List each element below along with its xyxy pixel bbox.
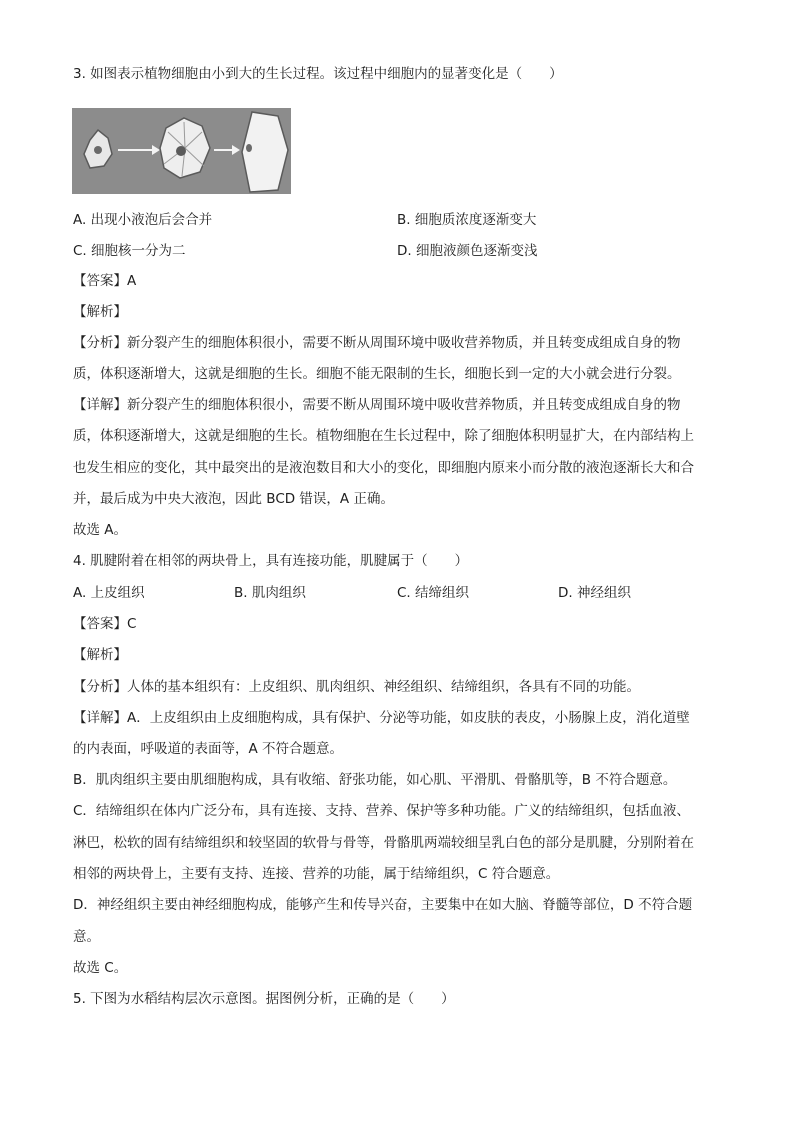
q3-option-a: A. 出现小液泡后会合并 [73,212,213,228]
q4-stem: 4. 肌腱附着在相邻的两块骨上，具有连接功能，肌腱属于（ ） [73,553,469,569]
q3-option-c: C. 细胞核一分为二 [73,243,186,259]
q4-analysis-line: 【详解】A．上皮组织由上皮细胞构成，具有保护、分泌等功能，如皮肤的表皮，小肠腺上皮，消化道壁 [73,710,690,726]
q3-analysis-line: 质，体积逐渐增大，这就是细胞的生长。细胞不能无限制的生长，细胞长到一定的大小就会进行分裂。 [73,366,681,382]
q4-conclusion: 故选 C。 [73,960,128,976]
q3-analysis-label: 【解析】 [73,304,127,320]
q4-analysis-line: D．神经组织主要由神经细胞构成，能够产生和传导兴奋，主要集中在如大脑、脊髓等部位，D 不符合题 [73,897,693,913]
q3-option-d: D. 细胞液颜色逐渐变浅 [397,243,538,259]
q4-analysis-line: 淋巴，松软的固有结缔组织和较坚固的软骨与骨等，骨骼肌两端较细呈乳白色的部分是肌腱，分别附着在 [73,835,694,851]
q3-analysis-line: 质，体积逐渐增大，这就是细胞的生长。植物细胞在生长过程中，除了细胞体积明显扩大，在内部结构上 [73,428,694,444]
q3-analysis-line: 并，最后成为中央大液泡，因此 BCD 错误，A 正确。 [73,491,394,507]
q3-option-b: B. 细胞质浓度逐渐变大 [397,212,537,228]
q4-analysis-line: B．肌肉组织主要由肌细胞构成，具有收缩、舒张功能，如心肌、平滑肌、骨骼肌等，B 不符合题意。 [73,772,677,788]
q3-answer: 【答案】A [73,273,137,289]
q4-analysis-label: 【解析】 [73,647,127,663]
q5-stem: 5. 下图为水稻结构层次示意图。据图例分析，正确的是（ ） [73,991,455,1007]
q4-answer: 【答案】C [73,616,137,632]
q4-option-d: D. 神经组织 [558,585,631,601]
cell-growth-figure [72,108,291,194]
q4-option-b: B. 肌肉组织 [234,585,306,601]
q3-analysis-line: 也发生相应的变化，其中最突出的是液泡数目和大小的变化，即细胞内原来小而分散的液泡逐渐长大和合 [73,460,694,476]
q3-analysis-line: 【分析】新分裂产生的细胞体积很小，需要不断从周围环境中吸收营养物质，并且转变成组成自身的物 [73,335,681,351]
q3-stem: 3. 如图表示植物细胞由小到大的生长过程。该过程中细胞内的显著变化是（ ） [73,66,563,82]
q4-analysis-line: 意。 [73,929,100,945]
q4-analysis-line: C．结缔组织在体内广泛分布，具有连接、支持、营养、保护等多种功能。广义的结缔组织，包括血液、 [73,803,690,819]
q4-option-a: A. 上皮组织 [73,585,145,601]
q4-analysis-line: 【分析】人体的基本组织有：上皮组织、肌肉组织、神经组织、结缔组织，各具有不同的功能。 [73,679,640,695]
q4-option-c: C. 结缔组织 [397,585,470,601]
q4-analysis-line: 的内表面，呼吸道的表面等，A 不符合题意。 [73,741,344,757]
q4-analysis-line: 相邻的两块骨上，主要有支持、连接、营养的功能，属于结缔组织，C 符合题意。 [73,866,560,882]
q3-analysis-line: 【详解】新分裂产生的细胞体积很小，需要不断从周围环境中吸收营养物质，并且转变成组成自身的物 [73,397,681,413]
q3-conclusion: 故选 A。 [73,522,128,538]
